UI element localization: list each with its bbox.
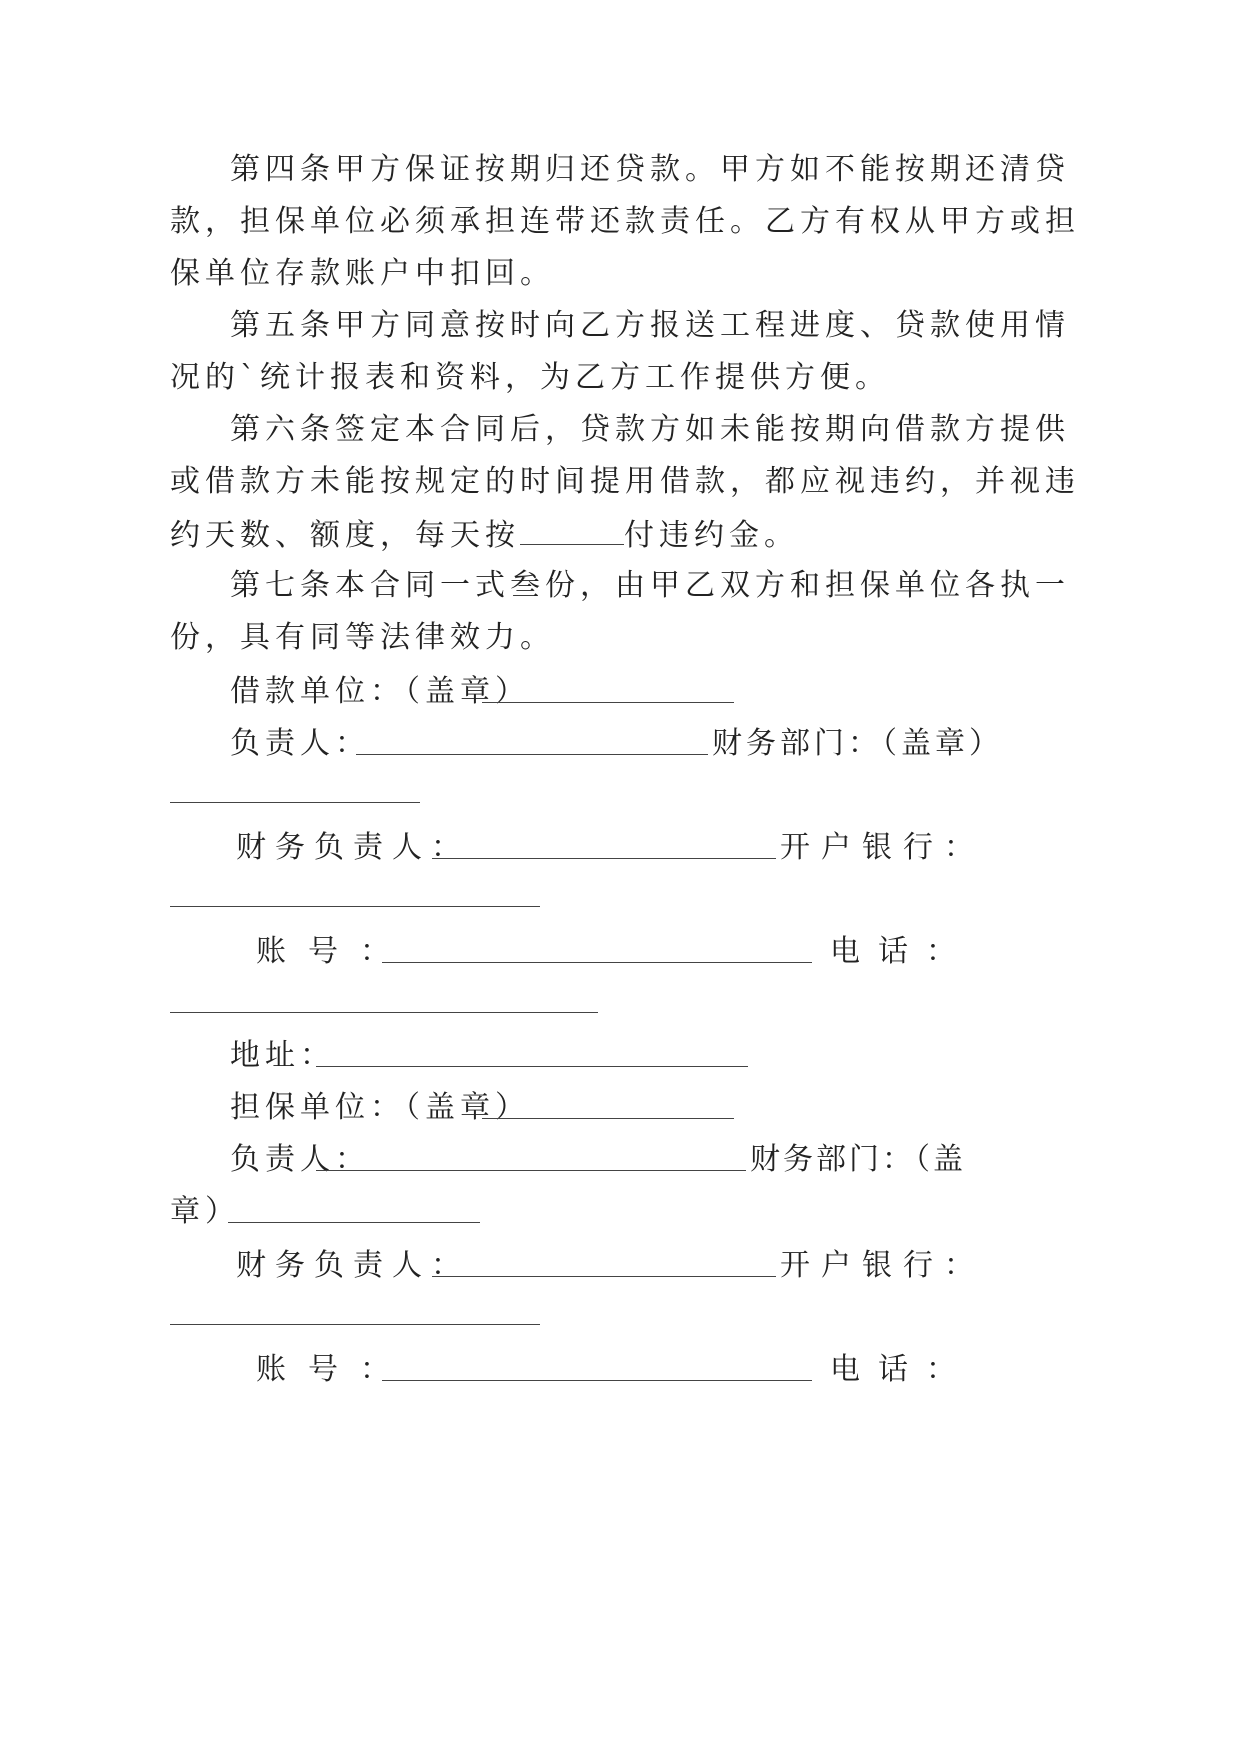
borrower-account-blank bbox=[382, 962, 812, 963]
article-6-line-3 bbox=[170, 514, 799, 556]
guarantor-bank-blank bbox=[170, 1324, 540, 1325]
guarantor-unit-label: 担保单位：（盖章） bbox=[230, 1090, 530, 1125]
article-7-line-2: 份，具有同等法律效力。 bbox=[170, 620, 555, 655]
guarantor-phone-label: 电话： bbox=[830, 1352, 974, 1387]
guarantor-finance-dept-blank bbox=[228, 1222, 480, 1223]
article-5-line-1: 第五条甲方同意按时向乙方报送工程进度、贷款使用情 bbox=[230, 308, 1070, 343]
borrower-unit-label: 借款单位：（盖章） bbox=[230, 674, 530, 709]
borrower-head-label: 负责人： bbox=[230, 726, 370, 761]
guarantor-head-blank bbox=[316, 1170, 746, 1171]
guarantor-finance-dept-label: 财务部门：（盖 bbox=[750, 1142, 966, 1177]
guarantor-head-label: 负责人： bbox=[230, 1142, 370, 1177]
borrower-address-label: 地址： bbox=[230, 1038, 335, 1073]
article-6-line-2: 或借款方未能按规定的时间提用借款，都应视违约，并视违 bbox=[170, 464, 1080, 499]
borrower-head-blank bbox=[356, 754, 708, 755]
penalty-rate-blank bbox=[520, 514, 624, 545]
article-4-line-1: 第四条甲方保证按期归还贷款。甲方如不能按期还清贷 bbox=[230, 152, 1070, 187]
article-6-line-1: 第六条签定本合同后，贷款方如未能按期向借款方提供 bbox=[230, 412, 1070, 447]
borrower-phone-label: 电话： bbox=[830, 934, 974, 969]
guarantor-bank-label: 开户银行： bbox=[780, 1248, 985, 1283]
borrower-bank-label: 开户银行： bbox=[780, 830, 985, 865]
borrower-phone-blank bbox=[170, 1012, 598, 1013]
guarantor-account-blank bbox=[382, 1380, 812, 1381]
guarantor-finance-head-blank bbox=[432, 1276, 776, 1277]
guarantor-finance-dept-label-cont: 章） bbox=[170, 1194, 240, 1229]
borrower-address-blank bbox=[316, 1066, 748, 1067]
borrower-finance-dept-label: 财务部门：（盖章） bbox=[712, 726, 1003, 761]
article-4-line-2: 款，担保单位必须承担连带还款责任。乙方有权从甲方或担 bbox=[170, 204, 1080, 239]
article-7-line-1: 第七条本合同一式叁份，由甲乙双方和担保单位各执一 bbox=[230, 568, 1070, 603]
borrower-finance-dept-blank bbox=[170, 802, 420, 803]
article-5-line-2: 况的`统计报表和资料，为乙方工作提供方便。 bbox=[170, 360, 890, 395]
borrower-finance-head-blank bbox=[432, 858, 776, 859]
borrower-finance-head-label: 财务负责人： bbox=[236, 830, 470, 865]
borrower-unit-blank bbox=[482, 702, 734, 703]
borrower-bank-blank bbox=[170, 906, 540, 907]
guarantor-account-label: 账号： bbox=[256, 1352, 412, 1387]
article-4-line-3: 保单位存款账户中扣回。 bbox=[170, 256, 555, 291]
guarantor-unit-blank bbox=[482, 1118, 734, 1119]
article-6-line-3-text: 约天数、额度，每天按 bbox=[170, 518, 520, 553]
borrower-account-label: 账号： bbox=[256, 934, 412, 969]
article-6-line-3-end: 付违约金。 bbox=[624, 518, 799, 553]
guarantor-finance-head-label: 财务负责人： bbox=[236, 1248, 470, 1283]
